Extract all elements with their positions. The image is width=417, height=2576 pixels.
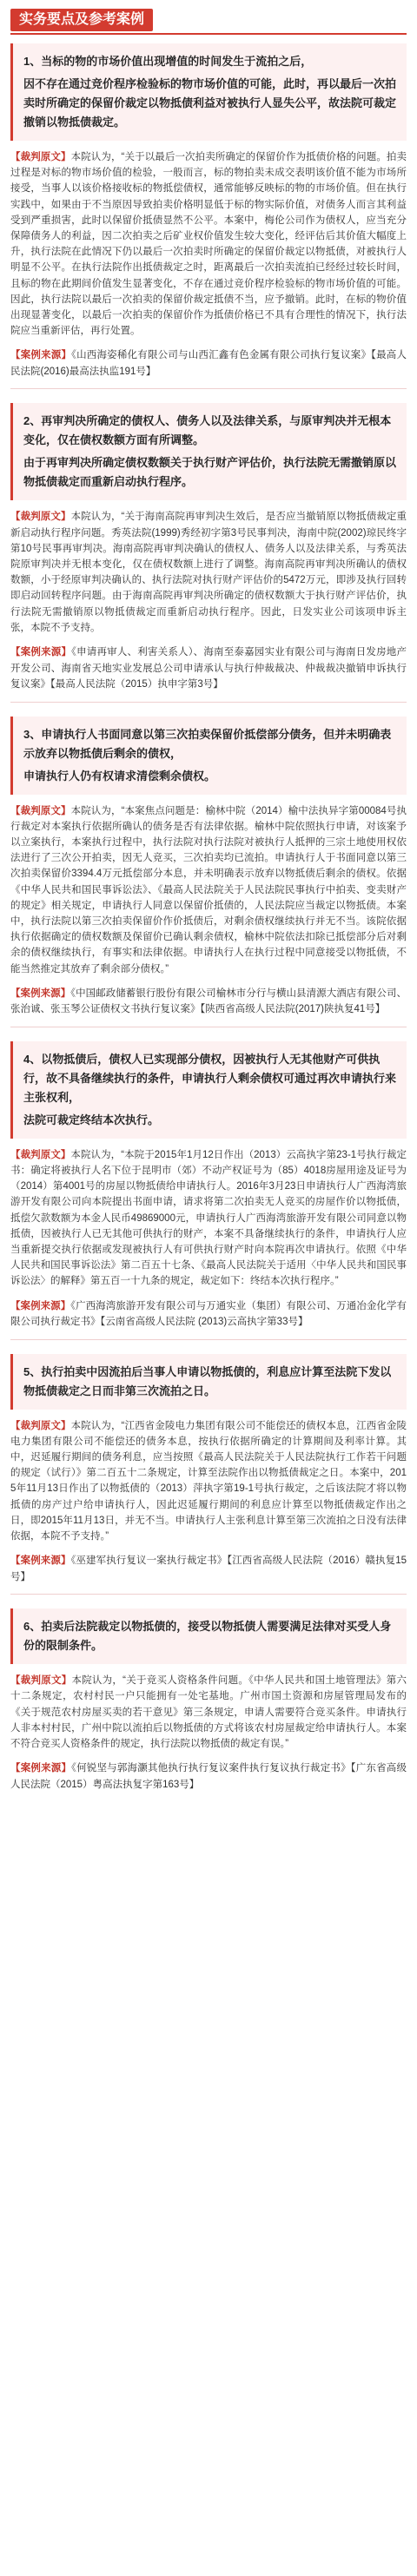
case-source-tag: 【案例来源】 bbox=[10, 1300, 71, 1311]
key-point-body: 因不存在通过竞价程序检验标的物市场价值的可能，此时，再以最后一次拍卖时所确定的保留价裁定以物抵债利益对被执行人显失公平，故法院可裁定撤销以物抵债裁定。 bbox=[23, 77, 397, 129]
section-divider bbox=[10, 702, 407, 703]
case-source-paragraph bbox=[10, 347, 407, 380]
key-point-title: 4、以物抵债后，债权人已实现部分债权，因被执行人无其他财产可供执行，故不具备继续执行的条件，申请执行人剩余债权可通过再次申请执行来主张权利， bbox=[23, 1052, 397, 1104]
ruling-paragraph bbox=[10, 1147, 407, 1290]
case-source-text: 《广西海湾旅游开发有限公司与万通实业（集团）有限公司、万通冶金化学有限公司执行裁定书》【云南省高级人民法院 (2013)云高执字第33号】 bbox=[10, 1300, 407, 1328]
ruling-paragraph bbox=[10, 803, 407, 977]
key-point-box bbox=[10, 1354, 407, 1410]
ruling-paragraph bbox=[10, 1418, 407, 1545]
ruling-tag: 【裁判原文】 bbox=[10, 152, 71, 162]
case-source-text: 《巫建军执行复议一案执行裁定书》【江西省高级人民法院（2016）赣执复15号】 bbox=[10, 1556, 407, 1582]
key-point-5 bbox=[10, 1354, 407, 1595]
case-source-tag: 【案例来源】 bbox=[10, 987, 71, 999]
ruling-paragraph bbox=[10, 149, 407, 339]
case-source-paragraph bbox=[10, 1298, 407, 1331]
key-point-title: 5、执行拍卖中因流拍后当事人申请以物抵债的，利息应计算至法院下发以物抵债裁定之日而非第三次流拍之日。 bbox=[23, 1364, 392, 1397]
case-source-paragraph bbox=[10, 1760, 407, 1793]
ruling-text: 本院认为，“关于以最后一次拍卖所确定的保留价作为抵债价格的问题。拍卖过程是对标的物市场价值的检验，一般而言，标的物拍卖未成交表明该价值不能为市场所接受，当事人以该价格接收标的物抵偿债权，通常能够反映标的物的市场价值。但在执行实践中，如果由于不当原因导致拍卖价格明显低于标的物实际价值，对债务人而言其利益受到严重损害，此时以保留价抵债显然不公平。本案中，梅伦公司作为债权人，应当充分保障债务人的利益，因二次拍卖之后矿业权价值发生较大变化，经评估后其价值大幅度上升，执行法院在此情况下仍以最后一次拍卖时所确定的保留价裁定以物抵债，对被执行人明显不公平。在执行法院作出抵债裁定之时，距离最后一次拍卖流拍已经经过较长时间，且标的物在此期间价值发生显著变化，不存在通过竞价程序检验标的物市场价值的可能。因此，执行法院以最后一次拍卖的保留价裁定抵债不当，应予撤销。此时，在标的物价值出现显著变化，以最后一次拍卖的保留价作为抵债价格已不具有合理性的情况下，执行法院应当重新评估，再行处置。 bbox=[10, 152, 407, 337]
ruling-tag: 【裁判原文】 bbox=[10, 1149, 71, 1160]
header-rule bbox=[10, 33, 407, 35]
ruling-tag: 【裁判原文】 bbox=[10, 805, 71, 816]
key-point-box bbox=[10, 43, 407, 141]
case-source-text: 《山西海姿稀化有限公司与山西汇鑫有色金属有限公司执行复议案》【最高人民法院(2016)最高法执监191号】 bbox=[10, 350, 407, 377]
key-point-box bbox=[10, 403, 407, 500]
case-source-text: 《何锐坚与郭海灏其他执行执行复议案件执行复议执行裁定书》【广东省高级人民法院（2015）粤高法执复字第163号】 bbox=[10, 1763, 407, 1790]
case-source-tag: 【案例来源】 bbox=[10, 350, 72, 361]
key-point-4 bbox=[10, 1041, 407, 1340]
ruling-paragraph bbox=[10, 509, 407, 636]
key-point-title: 6、拍卖后法院裁定以物抵债的，接受以物抵债人需要满足法律对买受人身份的限制条件。 bbox=[23, 1620, 392, 1653]
key-point-2 bbox=[10, 403, 407, 702]
key-point-title: 1、当标的物的市场价值出现增值的时间发生于流拍之后， bbox=[23, 55, 313, 68]
case-source-tag: 【案例来源】 bbox=[10, 1556, 71, 1567]
key-point-body: 由于再审判决所确定债权数额关于执行财产评估价，执行法院无需撤销原以物抵债裁定而重新启动执行程序。 bbox=[23, 456, 397, 489]
ruling-text: 本院认为，“江西省金陵电力集团有限公司不能偿还的债权本息，江西省金陵电力集团有限公司不能偿还的债务本息，按执行依据所确定的计算期间及利率计算。其中，迟延履行期间的债务利息，应当按照《最高人民法院关于人民法院执行工作若干问题的规定（试行）》第二百五十二条规定，计算至法院作出以物抵债裁定之日。本案中，2015年11月13日作出了以物抵债的（2013）萍执字第19-1号执行裁定，之后该法院才将以物抵债的房产过户给申请执行人，因此迟延履行期间的利息应计算至以物抵债裁定作出之日，即2015年11月13日，并无不当。申请执行人主张利息计算至第三次流拍之日没有法律依据，本院不予支持。” bbox=[10, 1420, 407, 1542]
case-source-paragraph bbox=[10, 986, 407, 1018]
key-point-title: 2、再审判决所确定的债权人、债务人以及法律关系，与原审判决并无根本变化，仅在债权数额方面有所调整。 bbox=[23, 414, 392, 447]
key-point-title: 3、申请执行人书面同意以第三次拍卖保留价抵偿部分债务，但并未明确表示放弃以物抵债后剩余的债权， bbox=[23, 727, 392, 760]
ruling-tag: 【裁判原文】 bbox=[10, 1675, 72, 1687]
ruling-tag: 【裁判原文】 bbox=[10, 512, 71, 523]
key-point-box bbox=[10, 1608, 407, 1664]
case-source-text: 《中国邮政储蓄银行股份有限公司榆林市分行与横山县清源大酒店有限公司、张治诚、张玉琴公证债权文书执行复议案》【陕西省高级人民法院(2017)陕执复41号】 bbox=[10, 987, 407, 1015]
key-point-box bbox=[10, 1041, 407, 1139]
case-source-paragraph bbox=[10, 644, 407, 693]
section-divider bbox=[10, 1339, 407, 1340]
ruling-tag: 【裁判原文】 bbox=[10, 1420, 71, 1431]
key-point-3 bbox=[10, 717, 407, 1027]
section-divider bbox=[10, 1594, 407, 1595]
ruling-text: 本院认为，“本案焦点问题是：榆林中院（2014）榆中法执异字第00084号执行裁定对本案执行依据所确认的债务是否有法律依据。榆林中院依照执行申请，对该案予以立案执行，本案执行过程中，执行法院对执行法院对被执行人抵押的三宗土地使用权依法进行了三次公开拍卖，因无人竞买，三次拍卖均已流拍。申请执行人于书面同意以第三次拍卖保留价3394.4万元抵偿部分本息，并未明确表示放弃以物抵债后剩余的债权。依据《中华人民共和国民事诉讼法》、《最高人民法院关于人民法院民事执行中拍卖、变卖财产的规定》相关规定，申请执行人同意以保留价抵债的，人民法院应当裁定以物抵债。本案中，执行法院以第三次拍卖保留价作价抵债后，对剩余债权继续执行并无不当。该院依据执行依据确定的债权数额及保留价已确认剩余债权，榆林中院依法扣除已抵偿部分后对剩余的债权继续执行，有事实和法律依据。申请执行人在执行过程中同意接受以物抵债，不能当然推定其放弃了剩余部分债权。” bbox=[10, 805, 407, 974]
section-header bbox=[0, 0, 417, 40]
key-point-body: 法院可裁定终结本次执行。 bbox=[23, 1113, 160, 1126]
key-point-6 bbox=[10, 1608, 407, 1793]
case-source-tag: 【案例来源】 bbox=[10, 1763, 72, 1774]
section-title: 实务要点及参考案例 bbox=[10, 9, 153, 31]
key-point-box bbox=[10, 717, 407, 795]
ruling-text: 本院认为，“关于竞买人资格条件问题。《中华人民共和国土地管理法》第六十二条规定，农村村民一户只能拥有一处宅基地。广州市国土资源和房屋管理局发布的《关于规范农村房屋买卖的若干意见》第三条规定，申请人需要符合竞买条件。申请执行人非本村村民，广州中院以流拍后以物抵债的方式将该农村房屋裁定给申请执行人。本案不符合竞买人资格条件的规定，执行法院以物抵债的裁定有误。” bbox=[10, 1675, 407, 1750]
ruling-text: 本院认为，“关于海南高院再审判决生效后，是否应当撤销原以物抵债裁定重新启动执行程序问题。秀英法院(1999)秀经初字第3号民事判决，海南中院(2002)琼民终字第10号民事再审判决。海南高院再审判决确认的债权人、债务人以及法律关系，与秀英法院原审判决并无根本变化，仅在债权数额上进行了调整。海南高院再审判决所确认的债权数额，小于经原审判决确认的、执行法院对执行财产评估价的5472万元，即涉及执行回转即启动回转程序问题。由于海南高院再审判决所确定的债权数额大于执行财产评估价，执行法院无需撤销原以物抵债裁定而重新启动执行程序。因此，日发实业公司该项申诉主张，本院不予支持。 bbox=[10, 512, 407, 633]
ruling-text: 本院认为，“本院于2015年1月12日作出（2013）云高执字第23-1号执行裁定书：确定将被执行人名下位于昆明市（郊）不动产权证号为（85）4018房屋用途及证号为（2014）第4001号的房屋以物抵债给申请执行人。2016年3月23日申请执行人广西海湾旅游开发有限公司向本院提出书面申请，请求将第二次拍卖无人竞买的房屋作价以物抵债，抵偿欠款数额为本金人民币49869000元，申请执行人广西海湾旅游开发有限公司同意以物抵债，因被执行人已无其他可供执行的财产，本案不具备继续执行的条件，申请执行人应当重新提交执行依据或发现被执行人有可供执行财产时向本院再次申请执行。依照《中华人民共和国民事诉讼法》第二百五十七条、《最高人民法院关于适用〈中华人民共和国民事诉讼法〉的解释》第五百一十九条的规定，裁定如下：终结本次执行程序。” bbox=[10, 1149, 407, 1287]
key-point-1 bbox=[10, 43, 407, 389]
ruling-paragraph bbox=[10, 1673, 407, 1752]
section-divider bbox=[10, 388, 407, 389]
case-source-paragraph bbox=[10, 1553, 407, 1585]
case-source-text: 《申请再审人、利害关系人）、海南至泰嘉园实业有限公司与海南日发房地产开发公司、海南省天地实业发展总公司申请承认与执行仲裁裁决、仲裁裁决撤销申诉执行复议案》【最高人民法院（2015）执申字第3号】 bbox=[10, 647, 407, 690]
key-point-body: 申请执行人仍有权请求清偿剩余债权。 bbox=[23, 769, 216, 783]
content bbox=[0, 40, 417, 1817]
case-source-tag: 【案例来源】 bbox=[10, 647, 72, 658]
